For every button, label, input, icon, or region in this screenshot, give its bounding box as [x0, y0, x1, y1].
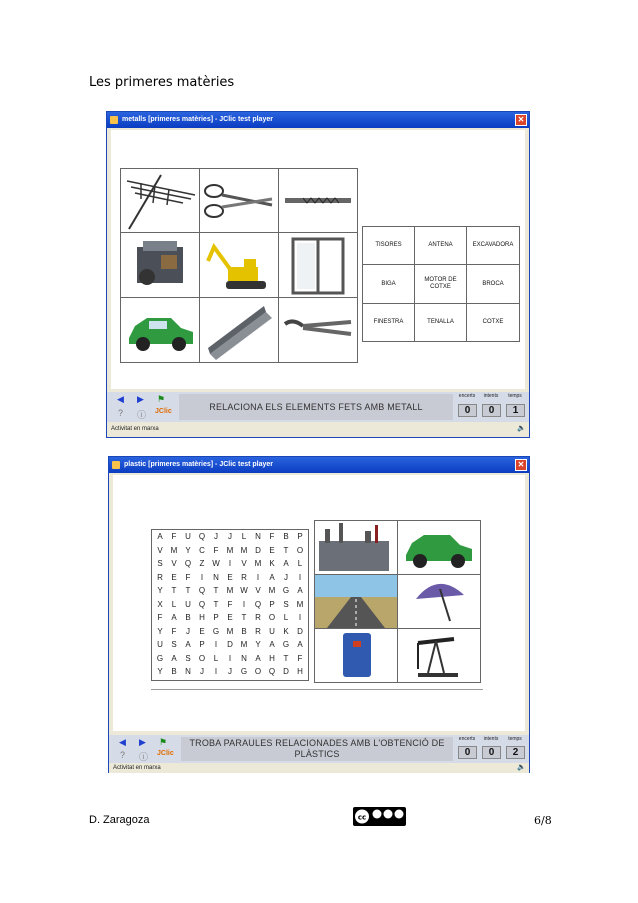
letter-cell[interactable]: F	[213, 545, 219, 555]
letter-cell[interactable]: N	[213, 572, 219, 582]
time-counter: 2	[506, 746, 525, 759]
letter-cell[interactable]: A	[185, 640, 191, 649]
letter-cell[interactable]: F	[157, 613, 163, 622]
counters	[455, 735, 529, 763]
letter-cell[interactable]: J	[186, 626, 190, 636]
jclic-logo-icon[interactable]: JClic	[155, 408, 172, 415]
letter-cell[interactable]: O	[198, 653, 206, 663]
activity-canvas	[113, 475, 525, 731]
letter-cell[interactable]: S	[283, 599, 289, 609]
cc-by-nc-sa-badge	[353, 807, 406, 826]
word-cell[interactable]: BIGA	[362, 264, 415, 304]
close-button[interactable]: ✕	[515, 459, 527, 471]
letter-cell[interactable]: I	[214, 667, 218, 676]
jclic-window-metalls	[106, 111, 530, 438]
letter-cell[interactable]: J	[284, 572, 288, 582]
word-cell[interactable]: FINESTRA	[362, 303, 415, 342]
letter-cell[interactable]: L	[241, 532, 247, 541]
drill-bit-icon	[279, 169, 357, 232]
letter-cell[interactable]: Q	[184, 559, 192, 568]
letter-cell[interactable]: A	[255, 653, 261, 663]
image-cell[interactable]	[199, 168, 279, 233]
letter-cell[interactable]: B	[185, 613, 191, 622]
image-grid	[120, 168, 358, 363]
letter-cell[interactable]: P	[199, 640, 205, 649]
road-icon	[315, 575, 397, 628]
window-frame-icon	[279, 233, 357, 297]
refinery-icon	[315, 521, 397, 574]
letter-cell[interactable]: M	[170, 545, 178, 555]
letter-cell[interactable]: I	[256, 572, 260, 582]
footer-author: D. Zaragoza	[89, 814, 150, 826]
letter-cell[interactable]: Q	[198, 586, 206, 595]
umbrella-icon	[398, 575, 480, 628]
previous-arrow-icon[interactable]: ◀	[117, 394, 124, 404]
attempts-label: intents	[483, 393, 499, 399]
letter-cell[interactable]: S	[157, 559, 163, 568]
letter-cell[interactable]: Q	[198, 599, 206, 609]
letter-cell[interactable]: L	[171, 599, 177, 609]
letter-cell[interactable]: J	[214, 532, 218, 541]
info-icon[interactable]: ⓘ	[139, 752, 149, 762]
letter-cell[interactable]: M	[240, 640, 248, 649]
close-button[interactable]: ✕	[515, 114, 527, 126]
letter-cell[interactable]: I	[200, 572, 204, 582]
canister-icon	[315, 629, 397, 682]
letter-cell[interactable]: I	[242, 599, 246, 609]
attempts-counter: 0	[482, 404, 501, 417]
image-cell[interactable]	[120, 168, 200, 233]
letter-cell[interactable]: W	[212, 559, 220, 568]
letter-cell[interactable]: M	[296, 599, 304, 609]
letter-cell[interactable]: E	[227, 572, 233, 582]
letter-cell[interactable]: F	[171, 626, 177, 636]
letter-cell[interactable]: Y	[185, 545, 191, 555]
letter-cell[interactable]: T	[213, 599, 219, 609]
letter-cell[interactable]: L	[297, 559, 303, 568]
letter-cell[interactable]: N	[255, 532, 261, 541]
letter-cell[interactable]: I	[228, 559, 232, 568]
letter-cell[interactable]: T	[213, 586, 219, 595]
letter-cell[interactable]: L	[283, 613, 289, 622]
letter-cell[interactable]: J	[228, 667, 232, 676]
letter-cell[interactable]: Y	[157, 586, 163, 595]
letter-cell[interactable]: G	[282, 640, 290, 649]
letter-cell[interactable]: I	[214, 640, 218, 649]
word-cell[interactable]: TISORES	[362, 226, 415, 265]
letter-cell[interactable]: D	[255, 545, 261, 555]
jclic-app-icon	[110, 116, 118, 124]
letter-cell[interactable]: Z	[199, 559, 205, 568]
next-arrow-icon[interactable]: ▶	[139, 737, 146, 747]
letter-cell[interactable]: A	[269, 640, 275, 649]
letter-cell[interactable]: Q	[198, 532, 206, 541]
svg-text:cc: cc	[357, 813, 367, 822]
letter-cell[interactable]: F	[227, 599, 233, 609]
letter-cell[interactable]: N	[241, 653, 247, 663]
attempts-counter: 0	[482, 746, 501, 759]
page-number: 6/8	[534, 814, 552, 827]
letter-cell[interactable]: D	[283, 667, 289, 676]
sound-icon[interactable]: 🔈	[517, 764, 526, 771]
letter-cell[interactable]: D	[227, 640, 233, 649]
letter-cell[interactable]: E	[269, 545, 275, 555]
sound-icon[interactable]: 🔈	[517, 425, 526, 432]
window-titlebar[interactable]	[107, 112, 529, 128]
divider	[151, 689, 483, 690]
letter-cell[interactable]: G	[282, 586, 290, 595]
letter-cell[interactable]: S	[185, 653, 191, 663]
jclic-toolbar	[107, 392, 529, 422]
letter-cell[interactable]: F	[185, 572, 191, 582]
letter-cell[interactable]: U	[269, 626, 275, 636]
score-counter: 0	[458, 404, 477, 417]
time-counter: 1	[506, 404, 525, 417]
letter-cell[interactable]: Y	[255, 640, 261, 649]
letter-cell[interactable]: A	[171, 653, 177, 663]
letter-cell[interactable]: X	[157, 599, 163, 609]
jclic-toolbar	[109, 735, 529, 763]
letter-cell[interactable]: H	[199, 613, 205, 622]
word-cell[interactable]: ANTENA	[414, 226, 467, 265]
letter-cell[interactable]: D	[297, 626, 303, 636]
letter-cell[interactable]: K	[283, 626, 289, 636]
letter-cell[interactable]: T	[185, 586, 191, 595]
image-cell[interactable]	[314, 520, 398, 575]
image-cell[interactable]	[278, 232, 358, 298]
image-cell[interactable]	[199, 297, 279, 363]
help-icon[interactable]: ?	[120, 750, 126, 760]
image-cell[interactable]	[278, 297, 358, 363]
letter-cell[interactable]: T	[283, 653, 289, 663]
letter-cell[interactable]: P	[269, 599, 275, 609]
letter-grid	[151, 529, 309, 681]
word-cell[interactable]: BROCA	[466, 264, 520, 304]
status-bar	[107, 424, 529, 434]
letter-cell[interactable]: Y	[157, 626, 163, 636]
letter-cell[interactable]: T	[171, 586, 177, 595]
image-cell[interactable]	[199, 232, 279, 298]
jclic-app-icon	[112, 461, 120, 469]
letter-cell[interactable]: M	[240, 545, 248, 555]
letter-cell[interactable]: T	[241, 613, 247, 622]
car-icon	[121, 298, 199, 362]
letter-cell[interactable]: R	[241, 572, 247, 582]
letter-cell[interactable]: F	[297, 653, 303, 663]
letter-cell[interactable]: U	[185, 599, 191, 609]
letter-cell[interactable]: V	[255, 586, 261, 595]
jclic-logo-icon[interactable]: JClic	[157, 750, 174, 757]
oil-pump-icon	[398, 629, 480, 682]
letter-cell[interactable]: N	[185, 667, 191, 676]
letter-cell[interactable]: C	[199, 545, 205, 555]
status-text: Activitat en marxa	[113, 765, 161, 771]
letter-cell[interactable]: G	[240, 667, 248, 676]
image-cell[interactable]	[278, 168, 358, 233]
letter-cell[interactable]: A	[269, 572, 275, 582]
letter-cell[interactable]: J	[228, 532, 232, 541]
pincers-icon	[279, 298, 357, 362]
letter-cell[interactable]: R	[157, 572, 163, 582]
letter-cell[interactable]: P	[213, 613, 219, 622]
letter-cell[interactable]: L	[213, 653, 219, 663]
letter-cell[interactable]: M	[226, 586, 234, 595]
letter-cell[interactable]: O	[268, 613, 276, 622]
letter-cell[interactable]: A	[297, 586, 303, 595]
letter-cell[interactable]: G	[156, 653, 164, 663]
status-text: Activitat en marxa	[111, 426, 159, 432]
letter-cell[interactable]: E	[227, 613, 233, 622]
window-titlebar[interactable]	[109, 457, 529, 473]
car-icon	[398, 521, 480, 574]
window-title: metalls [primeres matèries] - JClic test player	[122, 116, 273, 123]
engine-icon	[121, 233, 199, 297]
letter-cell[interactable]: I	[298, 613, 302, 622]
letter-cell[interactable]: H	[297, 667, 303, 676]
antenna-icon	[121, 169, 199, 232]
cc-license-icon	[353, 807, 406, 826]
page-heading: Les primeres matèries	[89, 75, 235, 90]
letter-cell[interactable]: V	[171, 559, 177, 568]
time-label: temps	[508, 736, 522, 742]
letter-cell[interactable]: J	[200, 667, 204, 676]
counters	[455, 392, 529, 422]
letter-cell[interactable]: E	[171, 572, 177, 582]
steel-beam-icon	[200, 298, 278, 362]
image-grid	[314, 520, 481, 683]
letter-cell[interactable]: V	[241, 559, 247, 568]
letter-cell[interactable]: B	[241, 626, 247, 636]
window-title: plastic [primeres matèries] - JClic test player	[124, 461, 274, 468]
scissors-icon	[200, 169, 278, 232]
activity-canvas	[111, 130, 525, 389]
info-icon[interactable]: ⓘ	[137, 410, 147, 420]
activity-message: TROBA PARAULES RELACIONADES AMB L'OBTENCIÓ DE PLÀSTICS	[181, 737, 453, 761]
image-cell[interactable]	[314, 574, 398, 629]
image-cell[interactable]	[397, 574, 481, 629]
letter-cell[interactable]: R	[255, 626, 261, 636]
word-grid	[362, 226, 520, 342]
jclic-window-plastic	[108, 456, 530, 773]
image-cell[interactable]	[397, 520, 481, 575]
letter-cell[interactable]: A	[283, 559, 289, 568]
score-label: encerts	[458, 736, 476, 742]
letter-cell[interactable]: O	[254, 667, 262, 676]
activity-message: RELACIONA ELS ELEMENTS FETS AMB METALL	[179, 394, 453, 420]
reset-flag-icon[interactable]: ⚑	[159, 737, 168, 747]
letter-cell[interactable]: M	[226, 626, 234, 636]
letter-cell[interactable]: I	[298, 572, 302, 582]
score-label: encerts	[458, 393, 476, 399]
letter-cell[interactable]: B	[171, 667, 177, 676]
letter-cell[interactable]: F	[269, 532, 275, 541]
letter-cell[interactable]: M	[226, 545, 234, 555]
attempts-label: intents	[483, 736, 499, 742]
image-cell[interactable]	[397, 628, 481, 683]
letter-cell[interactable]: Y	[157, 667, 163, 676]
status-bar	[109, 763, 529, 773]
letter-cell[interactable]: U	[157, 640, 163, 649]
image-cell[interactable]	[120, 297, 200, 363]
letter-cell[interactable]: W	[240, 586, 248, 595]
letter-cell[interactable]: I	[228, 653, 232, 663]
image-cell[interactable]	[314, 628, 398, 683]
letter-cell[interactable]: H	[269, 653, 275, 663]
score-counter: 0	[458, 746, 477, 759]
excavator-icon	[200, 233, 278, 297]
letter-cell[interactable]: S	[171, 640, 177, 649]
next-arrow-icon[interactable]: ▶	[137, 394, 144, 404]
reset-flag-icon[interactable]: ⚑	[157, 394, 166, 404]
previous-arrow-icon[interactable]: ◀	[119, 737, 126, 747]
image-cell[interactable]	[120, 232, 200, 298]
word-cell[interactable]: TENALLA	[414, 303, 467, 342]
letter-cell[interactable]: F	[171, 532, 177, 541]
letter-cell[interactable]: A	[157, 532, 163, 541]
word-cell[interactable]: MOTOR DE COTXE	[414, 264, 467, 304]
help-icon[interactable]: ?	[118, 408, 124, 418]
word-cell[interactable]: EXCAVADORA	[466, 226, 520, 265]
letter-cell[interactable]: A	[297, 640, 303, 649]
letter-cell[interactable]: U	[185, 532, 191, 541]
letter-cell[interactable]: G	[212, 626, 220, 636]
letter-cell[interactable]: R	[255, 613, 261, 622]
letter-cell[interactable]: B	[283, 532, 289, 541]
letter-cell[interactable]: P	[297, 532, 303, 541]
letter-cell[interactable]: M	[268, 586, 276, 595]
letter-cell[interactable]: A	[171, 613, 177, 622]
letter-cell[interactable]: O	[296, 545, 304, 555]
time-label: temps	[508, 393, 522, 399]
letter-cell[interactable]: K	[269, 559, 275, 568]
letter-cell[interactable]: E	[199, 626, 205, 636]
letter-cell[interactable]: M	[254, 559, 262, 568]
letter-cell[interactable]: Q	[254, 599, 262, 609]
word-cell[interactable]: COTXE	[466, 303, 520, 342]
letter-cell[interactable]: Q	[268, 667, 276, 676]
letter-cell[interactable]: V	[157, 545, 163, 555]
letter-cell[interactable]: T	[283, 545, 289, 555]
